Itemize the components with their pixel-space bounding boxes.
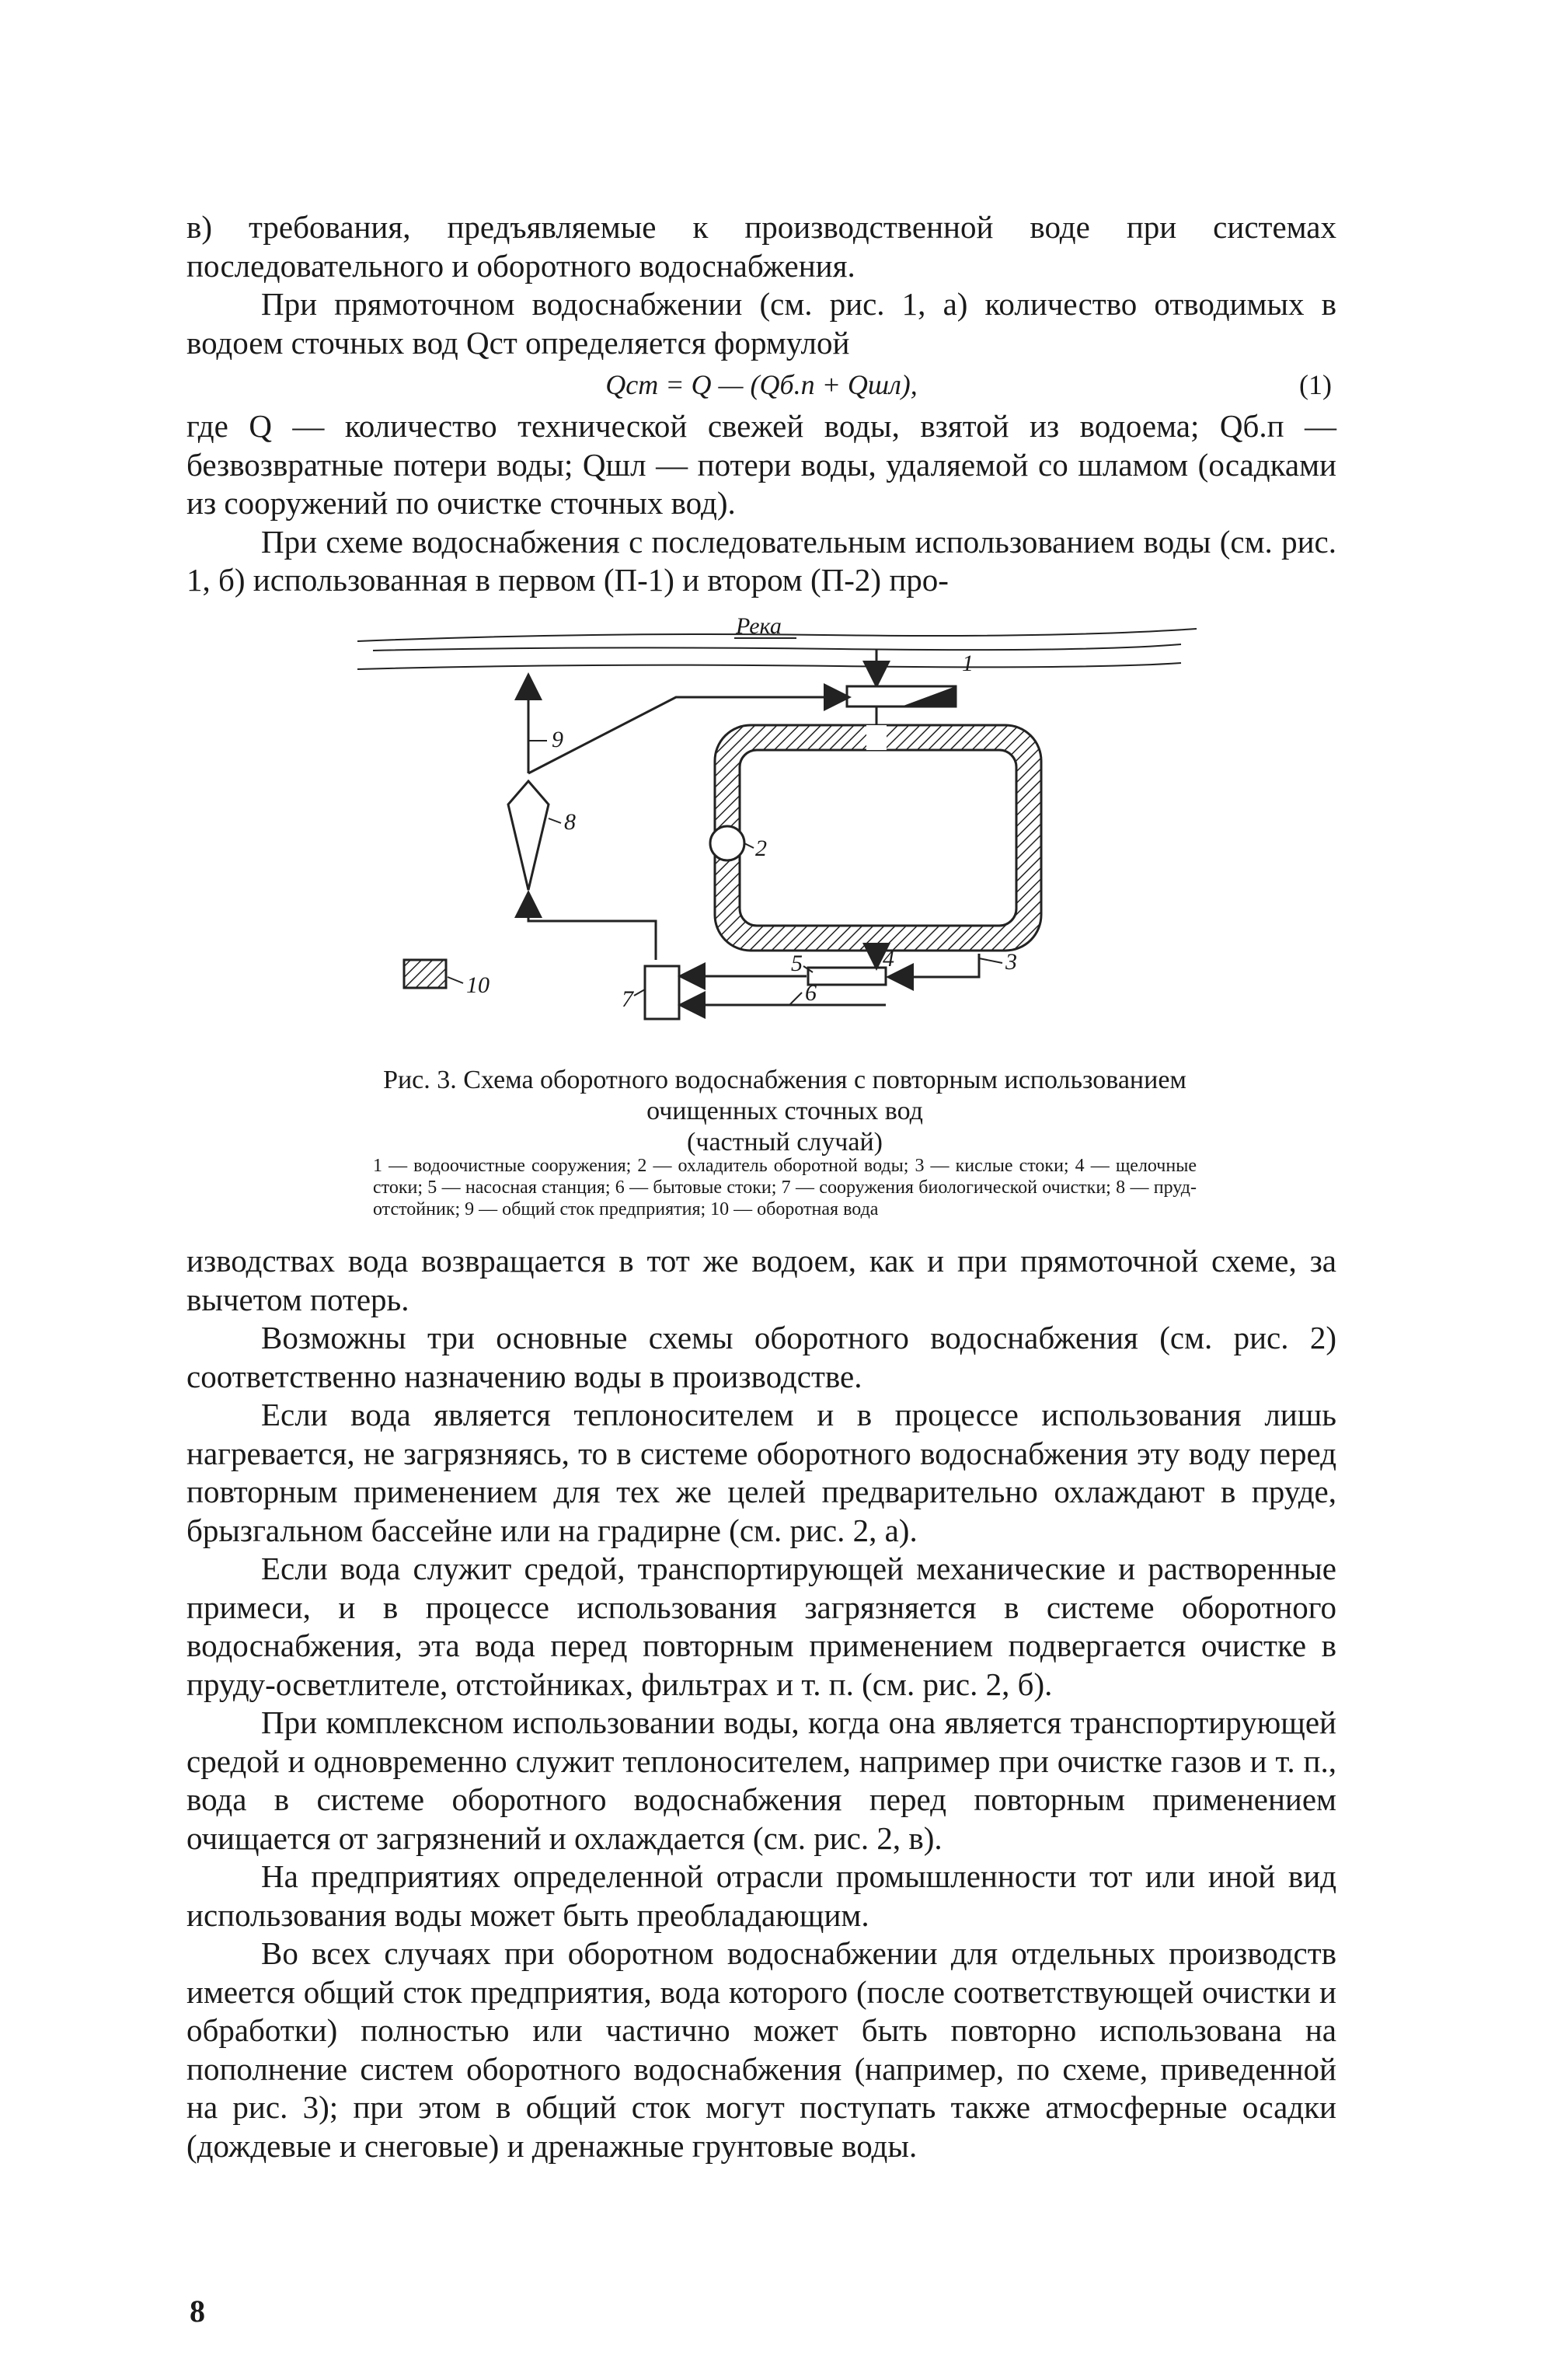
formula-text: Qст = Q — (Qб.п + Qшл), — [605, 369, 918, 400]
paragraph: При прямоточном водоснабжении (см. рис. 1, а) количество отводимых в водоем сточных вод Qст определяется формулой — [186, 286, 1336, 361]
bio-to-pond-line — [528, 895, 656, 960]
label-10: 10 — [466, 972, 490, 998]
paragraph: изводствах вода возвращается в тот же водоем, как и при прямоточной схеме, за вычетом потерь. — [186, 1243, 1336, 1317]
paragraph: На предприятиях определенной отрасли промышленности тот или иной вид использования воды может быть преобладающим. — [186, 1858, 1336, 1933]
settling-pond-8 — [508, 781, 549, 890]
river-bank-outer — [357, 663, 1181, 669]
caption-line-1: Рис. 3. Схема оборотного водоснабжения с повторным использованием очищенных сточных вод — [383, 1066, 1186, 1125]
paragraph: Возможны три основные схемы оборотного водоснабжения (см. рис. 2) соответственно назначению воды в производстве. — [186, 1320, 1336, 1394]
paragraph: При схеме водоснабжения с последовательным использованием воды (см. рис. 1, б) использованная в первом (П-1) и втором (П-2) про- — [186, 523, 1336, 598]
diagram-svg — [357, 595, 1212, 1053]
label-5: 5 — [791, 951, 803, 976]
circulation-loop-inner — [740, 750, 1016, 926]
text-block-bottom — [186, 1242, 1336, 2165]
label-8: 8 — [564, 809, 576, 835]
figure-3-diagram — [357, 595, 1212, 1053]
text-block-top — [186, 208, 1336, 600]
paragraph: где Q — количество технической свежей воды, взятой из водоема; Qб.п — безвозвратные потери воды; Qшл — потери воды, удаляемой со шламом (осадками из сооружений по очистке сточных вод). — [186, 408, 1336, 521]
paragraph: Во всех случаях при оборотном водоснабжении для отдельных производств имеется общий сток предприятия, вода которого (после соответствующей очистки и обработки) полностью или частично может быть повторно использована на пополнение систем оборотного водоснабжения (например, по схеме, приведенной на рис. 3); при этом в общий сток могут поступать также атмосферные осадки (дождевые и снеговые) и дренажные грунтовые воды. — [186, 1935, 1336, 2164]
paragraph: При комплексном использовании воды, когда она является транспортирующей средой и одновременно служит теплоносителем, например при очистке газов и т. п., вода в системе оборотного водоснабжения перед повторным применением очищается от загрязнений и охлаждается (см. рис. 2, в). — [186, 1704, 1336, 1856]
label-1: 1 — [962, 651, 974, 676]
formula-1 — [186, 362, 1336, 407]
label-7: 7 — [622, 986, 633, 1012]
label-3: 3 — [1005, 949, 1017, 975]
caption-line-2: (частный случай) — [687, 1128, 883, 1157]
river-bank-lower — [373, 644, 1181, 651]
formula-number: (1) — [1299, 369, 1332, 400]
pump-station-5 — [808, 968, 886, 985]
figure-caption — [373, 1065, 1197, 1158]
bio-treatment-7 — [645, 966, 679, 1019]
label-9: 9 — [552, 727, 563, 752]
label-2: 2 — [755, 836, 767, 861]
label-4: 4 — [883, 946, 894, 972]
paragraph: в) требования, предъявляемые к производственной воде при системах последовательного и оборотного водоснабжения. — [186, 209, 1336, 284]
paragraph: Если вода служит средой, транспортирующей механические и растворенные примеси, и в процессе использования загрязняется в системе оборотного водоснабжения, эта вода перед повторным применением подвергается очистке в пруду-осветлителе, отстойниках, фильтрах и т. п. (см. рис. 2, б). — [186, 1551, 1336, 1702]
page-number: 8 — [190, 2294, 205, 2329]
paragraph: Если вода является теплоносителем и в процессе использования лишь нагревается, не загрязняясь, то в системе оборотного водоснабжения эту воду перед повторным применением для тех же целей предварительно охлаждают в пруде, брызгальном бассейне или на градирне (см. рис. 2, а). — [186, 1397, 1336, 1548]
figure-legend: 1 — водоочистные сооружения; 2 — охладитель оборотной воды; 3 — кислые стоки; 4 — щелочные стоки; 5 — насосная станция; 6 — бытовые стоки; 7 — сооружения биологической очистки; 8 — пруд-отстойник; 9 — общий сток предприятия; 10 — оборотная вода — [373, 1156, 1197, 1219]
circulating-water-symbol-10 — [404, 960, 446, 988]
acid-stream-3 — [890, 954, 979, 977]
river-label: Река — [736, 613, 782, 639]
cooler-2 — [710, 826, 744, 860]
label-6: 6 — [805, 980, 817, 1006]
